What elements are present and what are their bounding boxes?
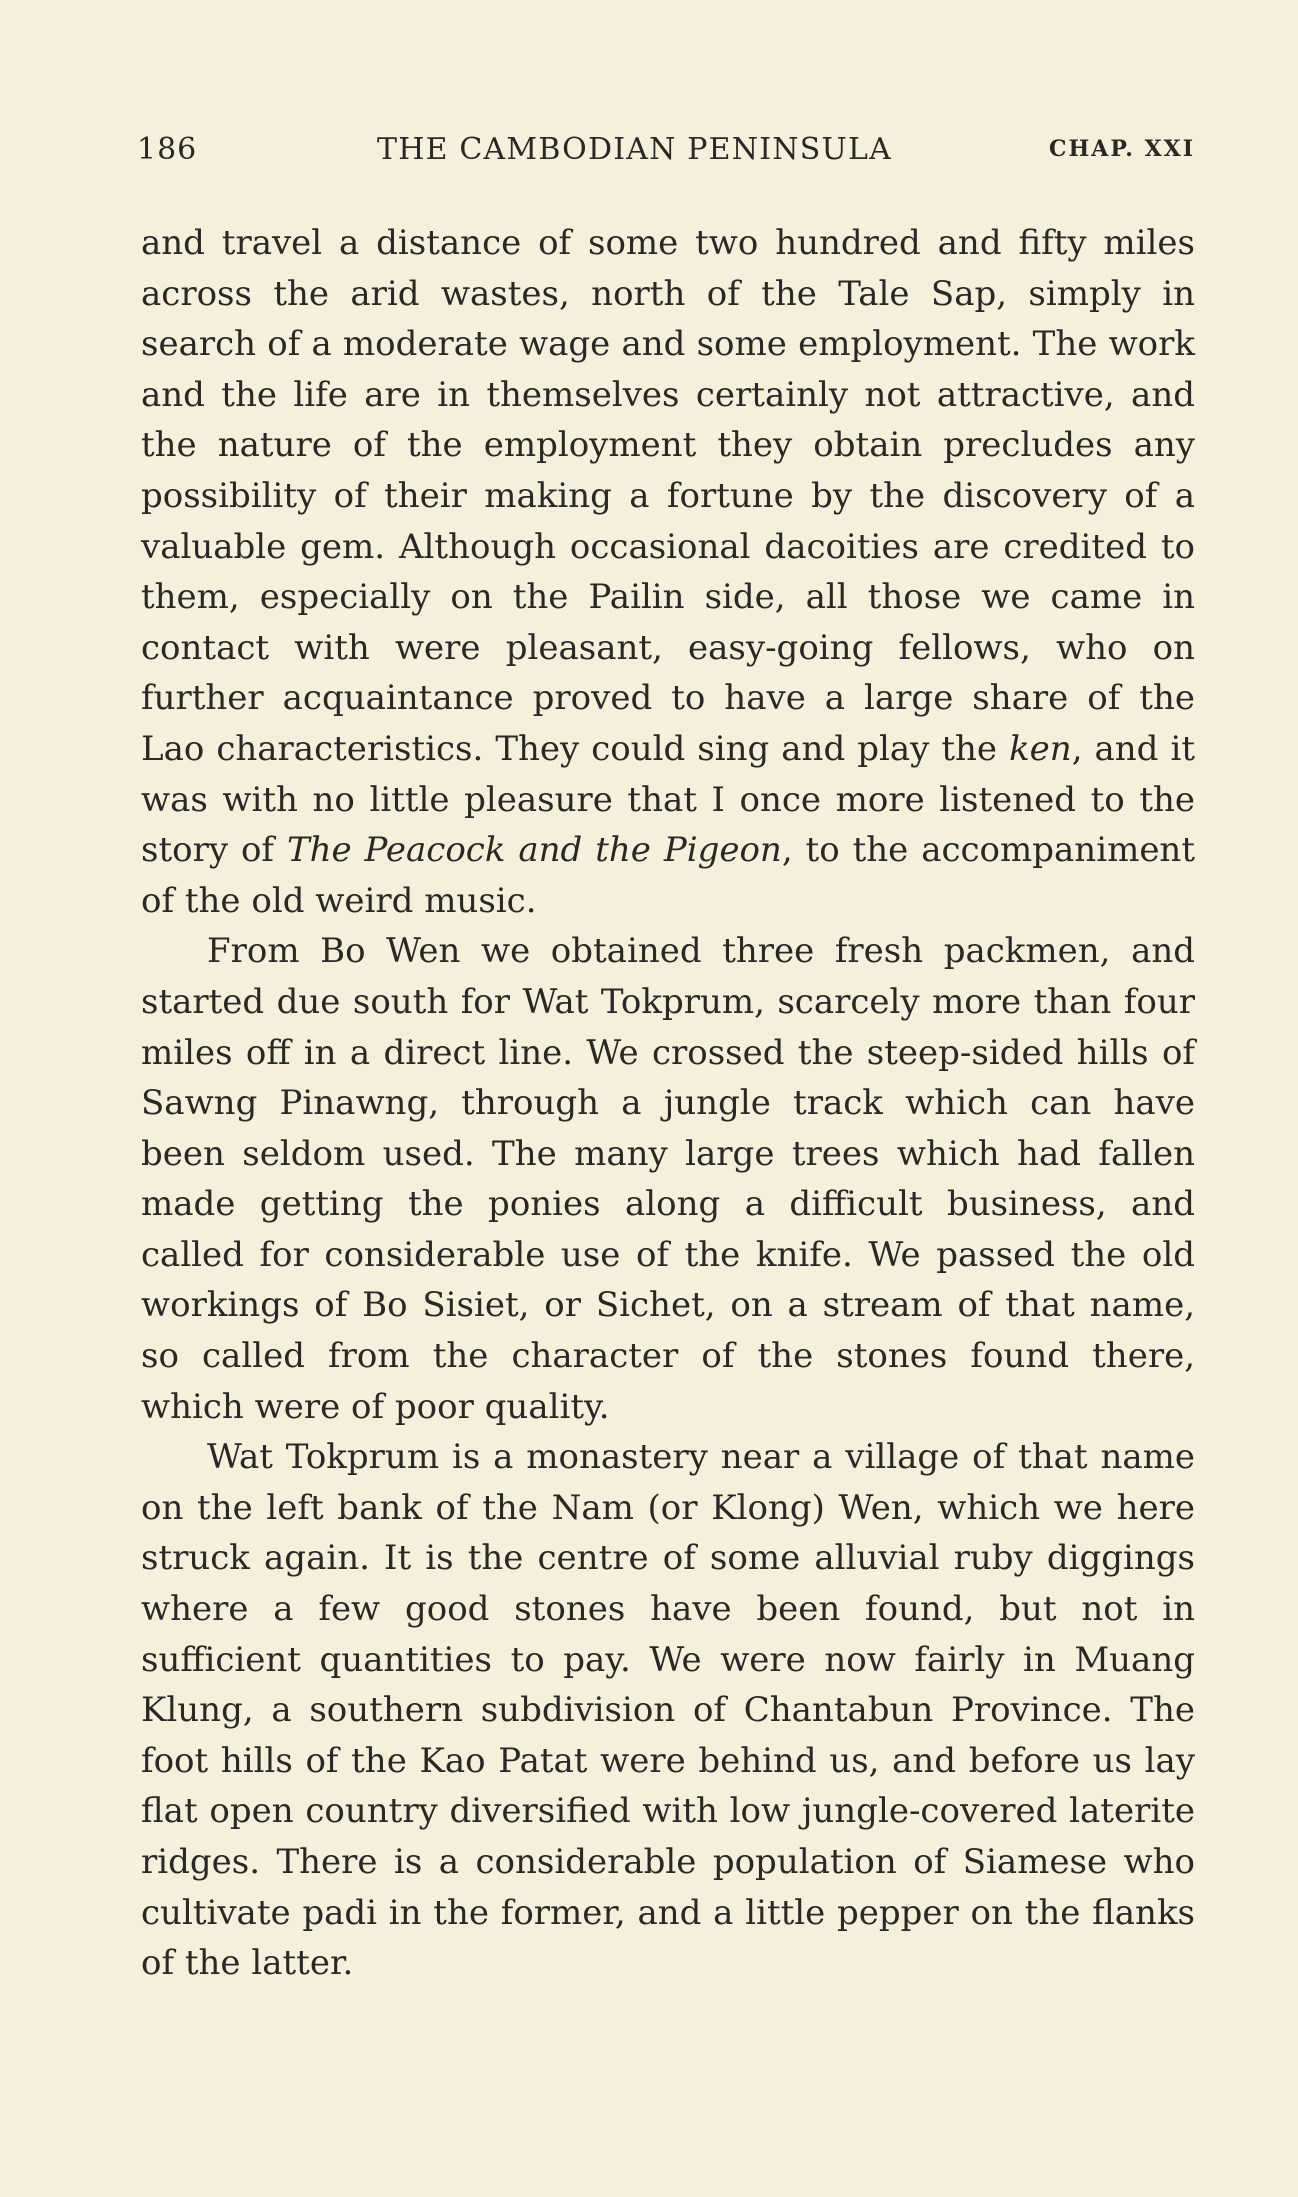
running-header xyxy=(137,132,1195,176)
page-number: 186 xyxy=(137,132,198,167)
paragraph-1-text-a: and travel a distance of some two hundred and fifty miles across the arid wastes, north of the Tale Sap, simply in search of a moderate wage and some employment. The work and the life are in themselves certainly not attractive, and the nature of the employment they obtain precludes any possibility of their making a fortune by the discovery of a valuable gem. Although occasional dacoities are credited to them, especially on the Pailin side, all those we came in contact with were pleasant, easy-going fellows, who on further acquaintance proved to have a large share of the Lao characteristics. They could sing and play the xyxy=(141,223,1195,769)
chapter-label: CHAP. XXI xyxy=(1048,136,1195,162)
paragraph-1-text-c: , to the accompaniment of the old weird music. xyxy=(141,830,1195,921)
paragraph-1-text-b: , and it was with no little pleasure that I once more listened to the story of xyxy=(141,728,1195,871)
italic-story-title: The Peacock and the Pigeon xyxy=(286,830,782,871)
paragraph-3: Wat Tokprum is a monastery near a village of that name on the left bank of the Nam (or Klong) Wen, which we here struck again. It is the centre of some alluvial ruby diggings where a few good stones have been found, but not in sufficient quantities to pay. We were now fairly in Muang Klung, a southern subdivision of Chantabun Province. The foot hills of the Kao Patat were behind us, and before us lay flat open country diversified with low jungle-covered laterite ridges. There is a considerable population of Siamese who cultivate padi in the former, and a little pepper on the flanks of the latter. xyxy=(141,1437,1195,1984)
paragraph-1 xyxy=(141,218,1195,926)
italic-ken: ken xyxy=(1009,728,1072,769)
paragraph-2: From Bo Wen we obtained three fresh packmen, and started due south for Wat Tokprum, scarcely more than four miles off in a direct line. We crossed the steep-sided hills of Sawng Pinawng, through a jungle track which can have been seldom used. The many large trees which had fallen made getting the ponies along a difficult business, and called for considerable use of the knife. We passed the old workings of Bo Sisiet, or Sichet, on a stream of that name, so called from the character of the stones found there, which were of poor quality. xyxy=(141,931,1195,1427)
body-text xyxy=(141,218,1195,1989)
running-title: THE CAMBODIAN PENINSULA xyxy=(377,132,892,167)
